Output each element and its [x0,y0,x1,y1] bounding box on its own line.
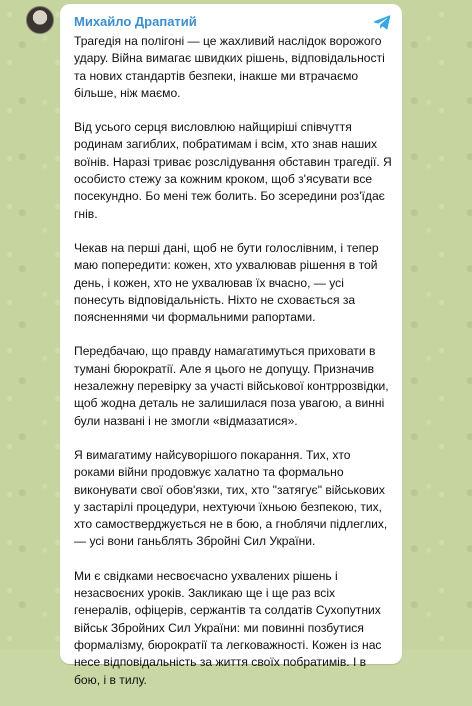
message-paragraph: Ми є свідками несвоєчасно ухвалених рішень і незасвоєних уроків. Закликаю ще і ще раз всіх генералів, офіцерів, сержантів та солдатів Сухопутних військ Збройних Сил України: ми повинні позбутися формалізму, бюрократії та легковажності. Кожен із нас несе відповідальність за життя своїх побратимів. І в бою, і в тилу. [74,568,382,687]
message-header [74,13,388,33]
message-paragraph: Від усього серця висловлюю найщиріші співчуття родинам загиблих, побратимам і всім, хто знав наших воїнів. Наразі триває розслідування обставин трагедії. Я особисто стежу за кожним кроком, щоб з'ясувати все посекундно. Бо мені теж болить. Бо зсередини роз'їдає гнів. [74,120,392,221]
author-name[interactable]: Михайло Драпатий [74,14,197,29]
message-paragraph: Передбачаю, що правду намагатимуться приховати в тумані бюрократії. Але я цього не допущу. Призначив незалежну перевірку за участі військової контррозвідки, щоб жодна деталь не залишилася поза увагою, а винні були названі і не змогли «відмазатися». [74,344,389,428]
telegram-icon [372,12,392,32]
author-avatar[interactable] [26,6,54,34]
message-text [74,33,392,706]
message-paragraph: Чекав на перші дані, щоб не бути голослівним, і тепер маю попередити: кожен, хто ухвалював рішення в той день, і кожен, хто не ухвалював їх вчасно, — усі понесуть відповідальність. Ніхто не сховається за поясненнями чи формальними рапортами. [74,240,379,325]
message-bubble [60,4,402,687]
message-paragraph: Я вимагатиму найсуворішого покарання. Тих, хто роками війни продовжує халатно та формально виконувати свої обов'язки, тих, хто "затягує" військових у застарілі процедури, нехтуючи їхньою безпекою, тих, хто самостверджується не в бою, а гноблячи підлеглих, — усі вони ганьблять Збройні Сил України. [74,447,388,549]
message-paragraph: Трагедія на полігоні — це жахливий наслідок ворожого удару. Війна вимагає швидких рішень, відповідальності та нових стандартів безпеки, інакше ми втрачаємо більше, ніж маємо. [74,34,385,100]
